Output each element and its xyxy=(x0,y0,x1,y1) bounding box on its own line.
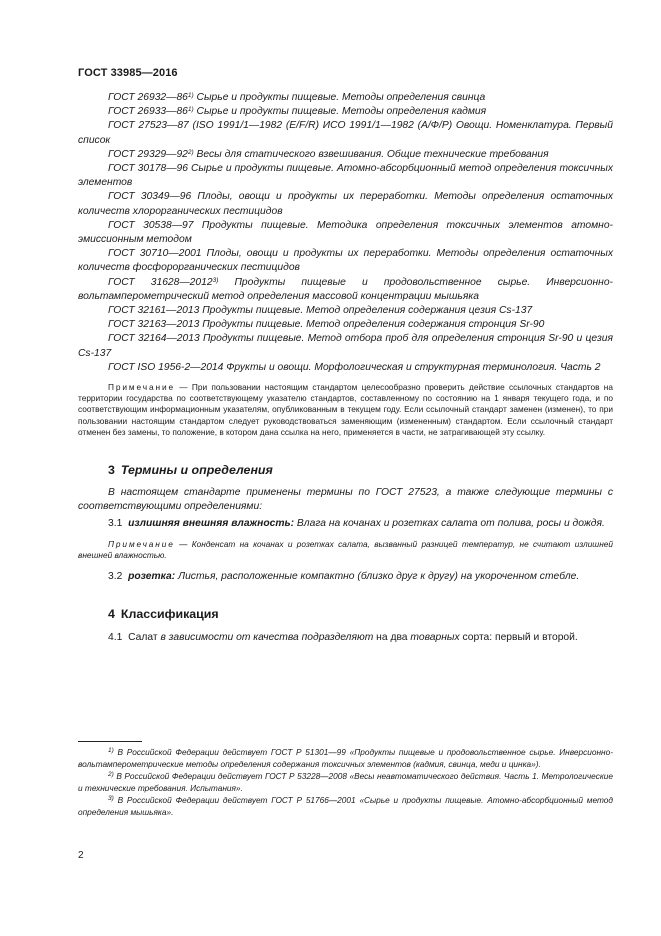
reference-list xyxy=(78,91,613,375)
page-number: 2 xyxy=(78,850,84,861)
footnotes xyxy=(78,747,613,820)
note-text: — Конденсат на кочанах и розетках салата, вызванный разницей температур, не считают излишней внешней влажностью. xyxy=(78,538,613,560)
document-body xyxy=(78,91,613,646)
term-name: излишняя внешняя влажность: xyxy=(128,518,295,530)
reference-item: ГОСТ ISO 1956-2—2014 Фрукты и овощи. Морфологическая и структурная терминология. Часть 2 xyxy=(108,361,601,373)
note-label: Примечание xyxy=(108,538,175,549)
reference-item: ГОСТ 30178—96 Сырье и продукты пищевые. Атомно-абсорбционный метод определения токсичных элементов xyxy=(78,163,613,189)
reference-item: ГОСТ 27523—87 (ISO 1991/1—1982 (E/F/R) ИСО 1991/1—1982 (А/Ф/Р) Овощи. Номенклатура. Первый список xyxy=(78,120,613,146)
reference-item: ГОСТ 31628—2012$^{3)}$ Продукты пищевые и продовольственное сырье. Инверсионно-вольтамперометрический метод определения массовой концентрации мышьяка xyxy=(78,276,613,302)
section-3-intro: В настоящем стандарте применены термины по ГОСТ 27523, а также следующие термины с соответствующими определениями: xyxy=(78,487,613,513)
section-3-heading: 3 Термины и определения xyxy=(108,463,273,478)
reference-item: ГОСТ 30349—96 Плоды, овощи и продукты их переработки. Методы определения остаточных количеств хлорорганических пестицидов xyxy=(78,191,613,217)
footnote-divider xyxy=(78,741,142,742)
term-name: розетка: xyxy=(128,571,176,583)
note-text: — При пользовании настоящим стандартом целесообразно проверить действие ссылочных стандартов на территории государства по соответствующему указателю стандартов, составленному по состоянию на 1 января текущего года, и по соответствующим информационным указателям, опубликованным в текущем году. Если ссылочный стандарт заменен (изменен), то при пользовании настоящим стандартом следует руководствоваться заменяющим (измененным) стандартом. Если ссылочный стандарт отменен без замены, то положение, в котором дана ссылка на него, применяется в части, не затрагивающей эту ссылку. xyxy=(78,382,613,437)
reference-item: ГОСТ 32164—2013 Продукты пищевые. Метод отбора проб для определения стронция Sr-90 и цезия Cs-137 xyxy=(78,333,613,359)
clause-4-1: 4.1 Салат в зависимости от качества подразделяют на два товарных сорта: первый и второй. xyxy=(108,632,578,644)
footnote: $^{1)}$ В Российской Федерации действует ГОСТ Р 51301—99 «Продукты пищевые и продовольственное сырье. Инверсионно-вольтамперометрические методы определения содержания токсичных элементов (кадмия, свинца, меди и цинка»). xyxy=(78,747,613,769)
references-note xyxy=(78,382,613,438)
section-4-heading: 4 Классификация xyxy=(108,607,219,622)
term-3-1: 3.1 излишняя внешняя влажность: Влага на кочанах и розетках салата от полива, росы и дождя. xyxy=(108,518,605,530)
reference-item: ГОСТ 30710—2001 Плоды, овощи и продукты их переработки. Методы определения остаточных количеств фосфорорганических пестицидов xyxy=(78,248,613,274)
term-definition: Листья, расположенные компактно (близко друг к другу) на укороченном стебле. xyxy=(175,571,580,583)
reference-item: ГОСТ 32163—2013 Продукты пищевые. Метод определения содержания стронция Sr-90 xyxy=(108,319,545,331)
footnote: $^{3)}$ В Российской Федерации действует ГОСТ Р 51766—2001 «Сырье и продукты пищевые. Атомно-абсорбционный метод определения мышьяка». xyxy=(78,795,613,817)
term-3-2: 3.2 розетка: Листья, расположенные компактно (близко друг к другу) на укороченном стебле. xyxy=(108,571,580,583)
document-header: ГОСТ 33985—2016 xyxy=(78,67,178,79)
note-label: Примечание xyxy=(108,382,176,393)
term-note xyxy=(78,539,613,561)
term-definition: Влага на кочанах и розетках салата от полива, росы и дождя. xyxy=(294,518,605,530)
reference-item: ГОСТ 32161—2013 Продукты пищевые. Метод определения содержания цезия Cs-137 xyxy=(108,305,533,317)
reference-item: ГОСТ 29329—92$^{2)}$ Весы для статического взвешивания. Общие технические требования xyxy=(108,148,549,160)
reference-item: ГОСТ 26932—86$^{1)}$ Сырье и продукты пищевые. Методы определения свинца xyxy=(108,92,486,103)
reference-item: ГОСТ 30538—97 Продукты пищевые. Методика определения токсичных элементов атомно-эмиссионным методом xyxy=(78,219,613,246)
footnote: $^{2)}$ В Российской Федерации действует ГОСТ Р 53228—2008 «Весы неавтоматического действия. Часть 1. Метрологические и технические требования. Испытания». xyxy=(78,771,613,793)
reference-item: ГОСТ 26933—86$^{1)}$ Сырье и продукты пищевые. Методы определения кадмия xyxy=(108,106,487,118)
